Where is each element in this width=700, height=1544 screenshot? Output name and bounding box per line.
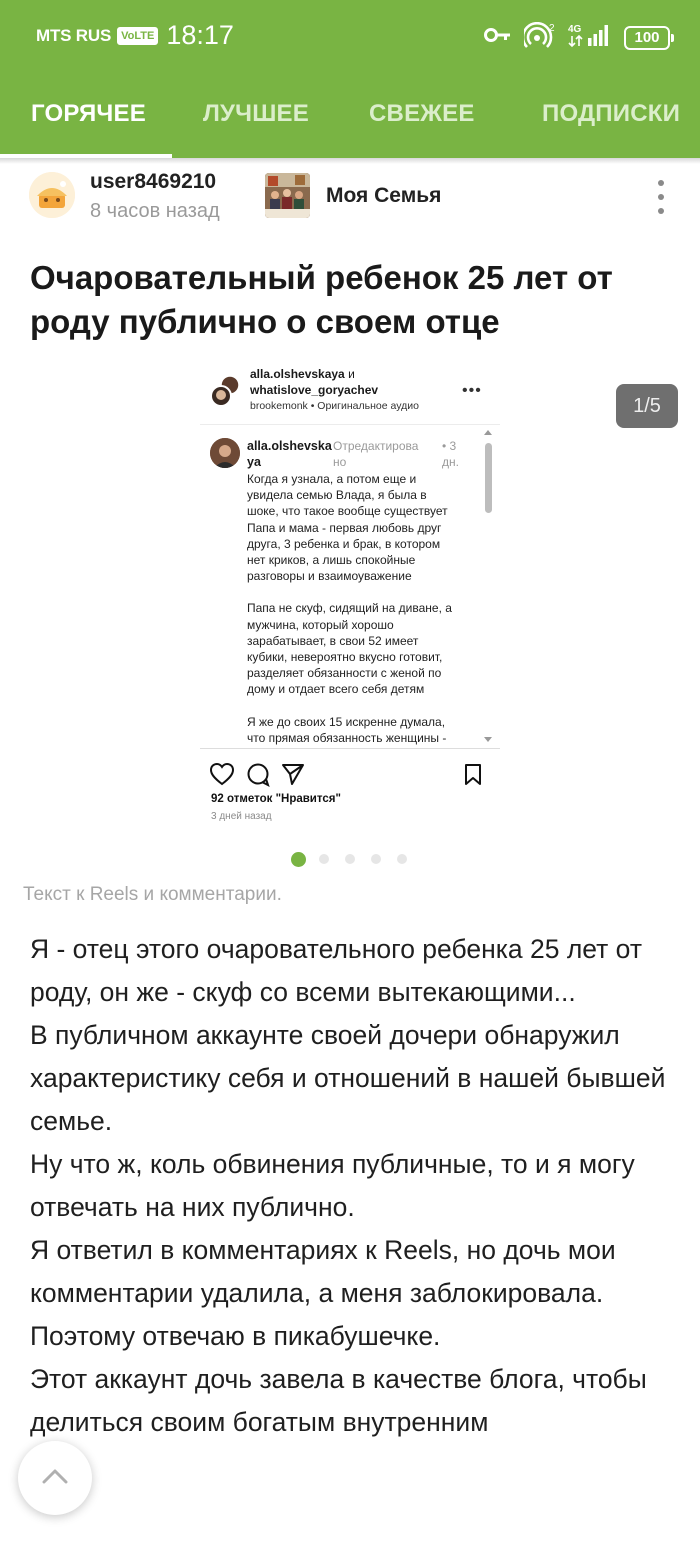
body-paragraph: Этот аккаунт дочь завела в качестве блога, чтобы делиться своим богатым внутренним [30,1364,647,1437]
ig-comment-paragraph: Когда я узнала, а потом еще и увидела семью Влада, я была в шоке, что такое вообще существует Папа и мама - первая любовь друг друга, 3 ребенка и брак, в котором нет криков, а лишь спокойные разговоры и взаимоуважение [247,472,448,584]
ig-divider [200,424,500,425]
ig-comment-avatar [210,438,240,468]
image-caption: Текст к Reels и комментарии. [23,884,282,905]
tab-subscriptions[interactable]: ПОДПИСКИ [542,100,681,127]
tab-best[interactable]: ЛУЧШЕЕ [203,100,309,127]
tab-hot[interactable]: ГОРЯЧЕЕ [31,100,146,127]
gallery-pagination [0,852,700,868]
ig-divider-bottom [200,748,500,749]
status-time: 18:17 [166,20,234,50]
carrier-label: MTS RUS [36,25,112,45]
instagram-avatars [210,374,242,408]
chevron-up-icon [42,1468,68,1489]
ig-comment-text [247,471,459,762]
send-icon [283,765,303,784]
body-paragraph: Ну что ж, коль обвинения публичные, то и я могу отвечать на них публично. [30,1149,635,1222]
ig-likes: 92 отметок "Нравится" [211,793,341,805]
ig-comment-paragraph: Я же до своих 15 искренне думала, что прямая обязанность женщины - [247,714,447,745]
comment-icon [249,765,269,786]
battery-icon: 100 [624,26,670,50]
app-header [0,0,700,158]
pagination-dot-5[interactable] [397,854,407,864]
gallery-counter: 1/5 [616,384,678,428]
svg-text:2: 2 [549,23,555,34]
tab-fresh[interactable]: СВЕЖЕЕ [369,100,475,127]
body-paragraph: Я ответил в комментариях к Reels, но дочь мои комментарии удалила, а меня заблокировала. Поэтому отвечаю в пикабушечке. [30,1235,616,1351]
ig-comment-days: • 3 дн. [442,439,459,469]
ig-scroll-up-arrow [484,430,492,435]
more-vertical-icon[interactable] [650,180,672,214]
key-icon [484,26,512,49]
community-name[interactable]: Моя Семья [326,184,442,207]
pagination-dot-2[interactable] [319,854,329,864]
ig-audio: brookemonk • Оригинальное аудио [250,400,419,412]
scroll-to-top-button[interactable] [18,1441,92,1515]
ig-when: 3 дней назад [211,811,272,822]
ig-comment-edited: Отредактирова но [333,439,419,469]
pagination-dot-1[interactable] [291,852,306,867]
gallery-image[interactable] [200,360,500,838]
post-body [30,928,680,1444]
community-avatar[interactable] [265,173,310,218]
author-username[interactable]: user8469210 [90,170,217,193]
ig-user2: whatislove_goryachev [250,383,379,397]
post-title[interactable]: Очаровательный ребенок 25 лет от роду публично о своем отце [30,259,613,340]
svg-text:4G: 4G [568,24,582,35]
hotspot-icon [524,22,556,53]
bookmark-icon [466,765,480,784]
volte-badge: VoLTE [117,27,158,45]
post-time: 8 часов назад [90,200,220,222]
ig-user1: alla.olshevskaya [250,367,345,381]
feed-tabs [0,86,700,146]
pagination-dot-3[interactable] [345,854,355,864]
heart-icon [211,764,233,784]
ig-comment-paragraph: Папа не скуф, сидящий на диване, а мужчина, который хорошо зарабатывает, в свои 52 имеет кубики, невероятно вкусно готовит, разделяет обязанности с женой по дому и отдает всего себя детям [247,601,452,697]
body-paragraph: В публичном аккаунте своей дочери обнаружил характеристику себя и отношений в нашей бывшей семье. [30,1020,666,1136]
post-header [0,164,700,230]
ig-more-icon: ••• [462,382,482,399]
ig-scrollbar [485,443,492,513]
instagram-header-names [250,366,470,414]
body-paragraph: Я - отец этого очаровательного ребенка 25 лет от роду, он же - скуф со всеми вытекающими... [30,934,642,1007]
image-gallery[interactable] [0,360,700,840]
ig-actions [210,762,490,788]
ig-and: и [344,367,355,381]
status-bar [0,0,700,72]
signal-icon [568,22,612,53]
ig-comment-user: alla.olshevska ya [247,439,332,469]
pagination-dot-4[interactable] [371,854,381,864]
author-avatar[interactable] [29,172,75,218]
ig-scroll-down-arrow [484,737,492,742]
